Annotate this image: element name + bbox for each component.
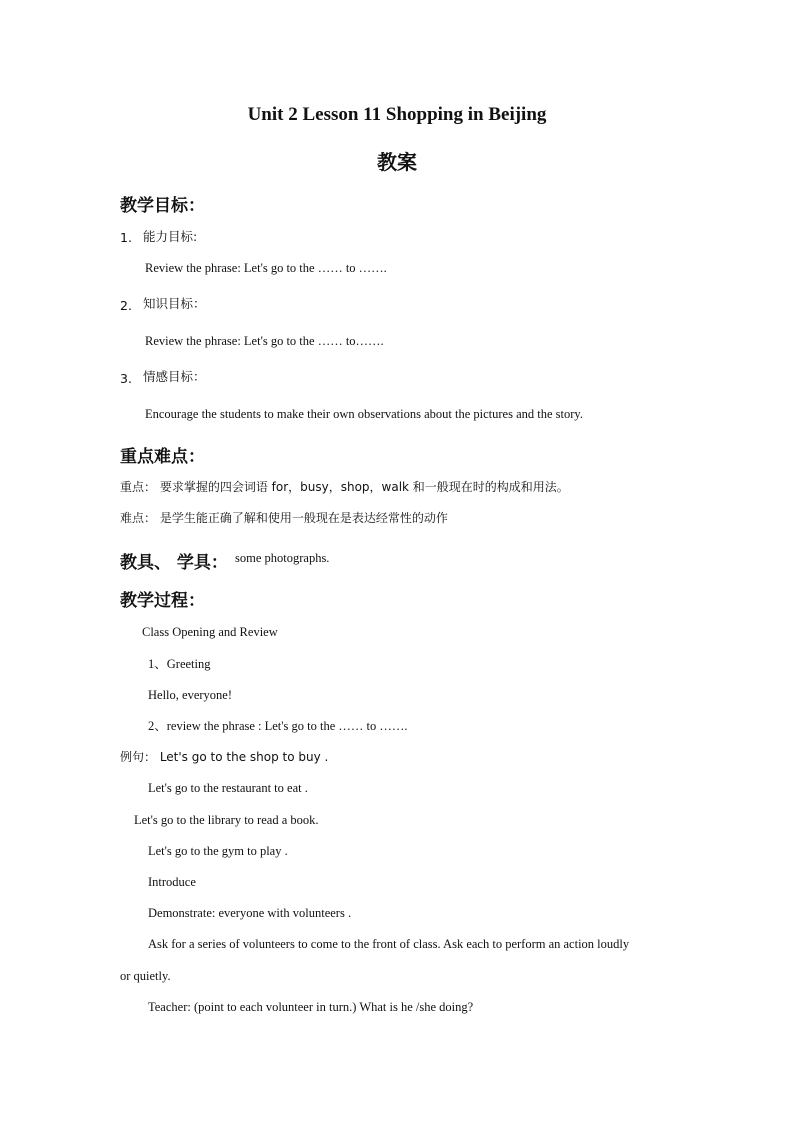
objective-number: 2. [120, 298, 132, 313]
objective-label: 知识目标： [143, 296, 206, 311]
difficulty-point: 难点： 是学生能正确了解和使用一般现在是表达经常性的动作 [120, 511, 448, 525]
process-line: Ask for a series of volunteers to come to the front of class. Ask each to perform an action loudly [148, 937, 630, 951]
process-line: Introduce [148, 875, 196, 889]
process-line: Teacher: (point to each volunteer in turn.) What is he /she doing? [148, 1000, 474, 1014]
objective-content: Review the phrase: Let's go to the …… to ……. [145, 261, 387, 275]
process-line: 2、review the phrase : Let's go to the …… to ……. [148, 719, 408, 733]
process-line: Hello, everyone! [148, 688, 232, 702]
key-points-heading: 重点难点： [120, 447, 205, 467]
objectives-heading: 教学目标： [120, 196, 205, 216]
process-line: Let's go to the library to read a book. [134, 813, 319, 827]
lesson-plan-title: 教案 [377, 150, 417, 174]
process-line: Demonstrate: everyone with volunteers . [148, 906, 352, 920]
process-line: or quietly. [120, 969, 171, 983]
process-line: 1、Greeting [148, 657, 211, 671]
process-line: Class Opening and Review [142, 625, 278, 639]
objective-number: 3. [120, 371, 132, 386]
objective-content: Review the phrase: Let's go to the …… to……. [145, 334, 384, 348]
process-heading: 教学过程： [120, 591, 205, 611]
focus-point: 重点： 要求掌握的四会词语 for，busy，shop，walk 和一般现在时的构成和用法。 [120, 480, 569, 494]
tools-heading: 教具、 学具： [120, 553, 228, 573]
process-line: Let's go to the restaurant to eat . [148, 781, 308, 795]
lesson-title: Unit 2 Lesson 11 Shopping in Beijing [247, 104, 547, 125]
objective-number: 1. [120, 230, 132, 245]
process-line: Let's go to the gym to play . [148, 844, 288, 858]
objective-label: 能力目标: [143, 229, 198, 244]
objective-label: 情感目标： [143, 369, 206, 384]
tools-content: some photographs. [235, 551, 330, 565]
process-line: 例句： Let's go to the shop to buy . [120, 750, 329, 764]
objective-content: Encourage the students to make their own observations about the pictures and the story. [145, 407, 583, 421]
